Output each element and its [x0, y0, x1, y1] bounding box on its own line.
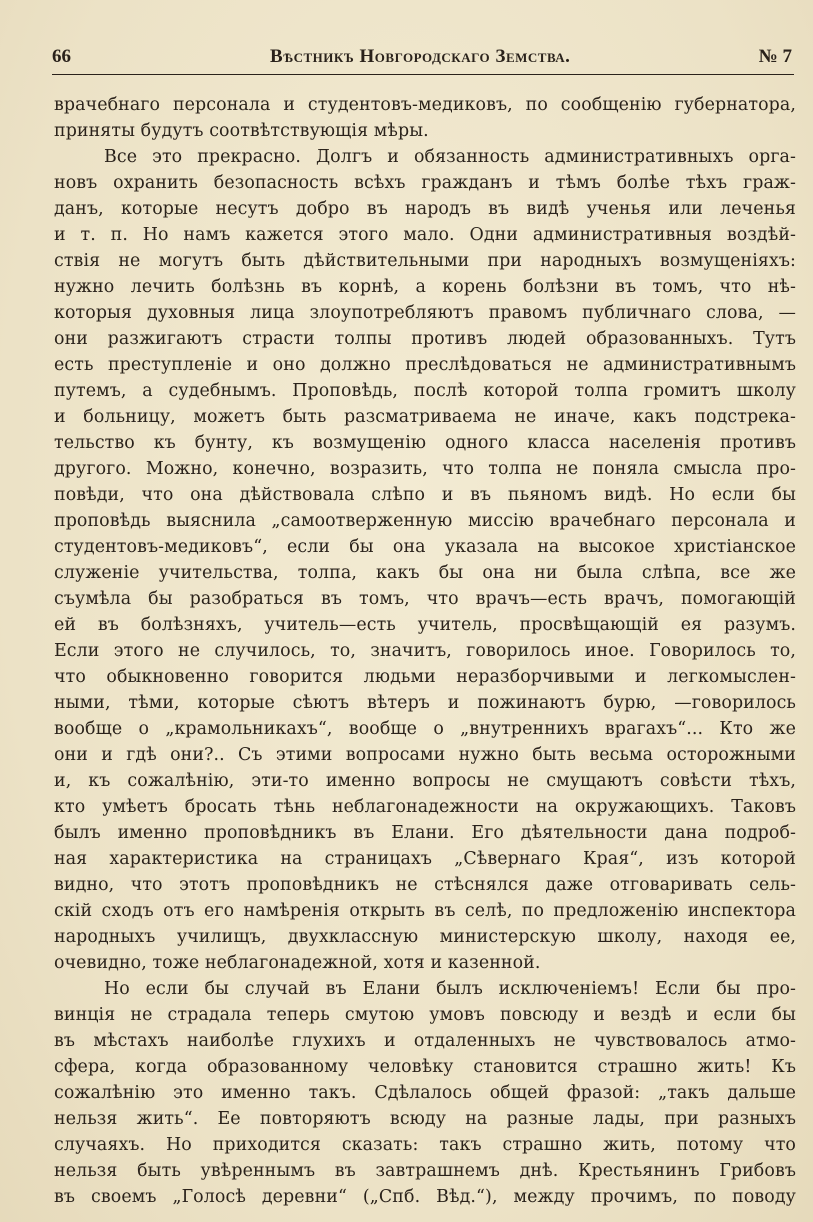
text-line: и больницу, можетъ быть разсматриваема не иначе, какъ подстрека-: [54, 407, 796, 427]
text-line: ная характеристика на страницахъ „Сѣвернаго Края“, изъ которой: [54, 849, 796, 869]
text-line: есть преступленіе и оно должно преслѣдоваться не административнымъ: [54, 355, 796, 375]
text-line: кто умѣетъ бросать тѣнь неблагонадежности на окружающихъ. Таковъ: [54, 797, 796, 817]
page-header: [52, 44, 794, 72]
text-line: врачебнаго персонала и студентовъ-медиковъ, по сообщенію губернатора,: [54, 95, 796, 115]
text-line: другого. Можно, конечно, возразить, что толпа не поняла смысла про-: [54, 459, 796, 479]
text-line: приняты будутъ соотвѣтствующія мѣры.: [54, 121, 429, 141]
running-title: Вѣстникъ Новгородскаго Земства.: [270, 46, 571, 67]
text-line: студентовъ-медиковъ“, если бы она указала на высокое христіанское: [54, 537, 796, 557]
text-line: новъ охранить безопасность всѣхъ гражданъ и тѣмъ болѣе тѣхъ граж-: [54, 173, 796, 193]
text-line: ствія не могутъ быть дѣйствительными при народныхъ возмущеніяхъ:: [54, 251, 796, 271]
text-line: скій сходъ отъ его намѣренія открыть въ селѣ, по предложенію инспектора: [54, 901, 796, 921]
text-line: путемъ, а судебнымъ. Проповѣдь, послѣ которой толпа громитъ школу: [54, 381, 796, 401]
text-line: очевидно, тоже неблагонадежной, хотя и казенной.: [54, 953, 541, 973]
article-text: [54, 92, 796, 1210]
text-line: винція не страдала теперь смутою умовъ повсюду и вездѣ и если бы: [54, 1005, 796, 1025]
page-number: 66: [52, 46, 71, 67]
text-line: проповѣдь выяснила „самоотверженную миссію врачебнаго персонала и: [54, 511, 796, 531]
text-line: и т. п. Но намъ кажется этого мало. Одни административныя воздѣй-: [54, 225, 796, 245]
text-line: тельство къ бунту, къ возмущенію одного класса населенія противъ: [54, 433, 796, 453]
text-line: вообще о „крамольникахъ“, вообще о „внутреннихъ врагахъ“... Кто же: [54, 719, 796, 739]
text-line: нельзя жить“. Ее повторяютъ всюду на разные лады, при разныхъ: [54, 1109, 796, 1129]
text-line: что обыкновенно говорится людьми неразборчивыми и легкомыслен-: [54, 667, 796, 687]
text-line: сфера, когда образованному человѣку становится страшно жить! Къ: [54, 1057, 796, 1077]
text-line: которыя духовныя лица злоупотребляютъ правомъ публичнаго слова, —: [54, 303, 796, 323]
text-line: видно, что этотъ проповѣдникъ не стѣснялся даже отговаривать сель-: [54, 875, 796, 895]
text-line: народныхъ училищъ, двухклассную министерскую школу, находя ее,: [54, 927, 796, 947]
text-line: Но если бы случай въ Елани былъ исключеніемъ! Если бы про-: [104, 979, 796, 999]
text-line: и, къ сожалѣнію, эти-то именно вопросы не смущаютъ совѣсти тѣхъ,: [54, 771, 796, 791]
text-line: ными, тѣми, которые сѣютъ вѣтеръ и пожинаютъ бурю, —говорилось: [54, 693, 796, 713]
issue-number: № 7: [758, 46, 792, 67]
text-line: Все это прекрасно. Долгъ и обязанность административныхъ орга-: [104, 147, 796, 167]
text-line: ей въ болѣзняхъ, учитель—есть учитель, просвѣщающій ея разумъ.: [54, 615, 796, 635]
text-line: въ мѣстахъ наиболѣе глухихъ и отдаленныхъ не чувствовалось атмо-: [54, 1031, 796, 1051]
text-line: они разжигаютъ страсти толпы противъ людей образованныхъ. Тутъ: [54, 329, 796, 349]
header-rule: [52, 74, 794, 75]
text-line: они и гдѣ они?.. Съ этими вопросами нужно быть весьма осторожными: [54, 745, 796, 765]
text-line: данъ, которые несутъ добро въ народъ въ видѣ ученья или леченья: [54, 199, 796, 219]
text-line: нужно лечить болѣзнь въ корнѣ, а корень болѣзни въ томъ, что нѣ-: [54, 277, 796, 297]
text-line: былъ именно проповѣдникъ въ Елани. Его дѣятельности дана подроб-: [54, 823, 796, 843]
text-line: сожалѣнію это именно такъ. Сдѣлалось общей фразой: „такъ дальше: [54, 1083, 796, 1103]
text-line: повѣди, что она дѣйствовала слѣпо и въ пьяномъ видѣ. Но если бы: [54, 485, 796, 505]
text-line: съумѣла бы разобраться въ томъ, что врачъ—есть врачъ, помогающій: [54, 589, 796, 609]
text-line: служеніе учительства, толпа, какъ бы она ни была слѣпа, все же: [54, 563, 796, 583]
text-line: нельзя быть увѣреннымъ въ завтрашнемъ днѣ. Крестьянинъ Грибовъ: [54, 1161, 796, 1181]
text-line: случаяхъ. Но приходится сказать: такъ страшно жить, потому что: [54, 1135, 796, 1155]
text-line: Если этого не случилось, то, значитъ, говорилось иное. Говорилось то,: [54, 641, 796, 661]
text-line: въ своемъ „Голосѣ деревни“ („Спб. Вѣд.“), между прочимъ, по поводу: [54, 1187, 796, 1207]
